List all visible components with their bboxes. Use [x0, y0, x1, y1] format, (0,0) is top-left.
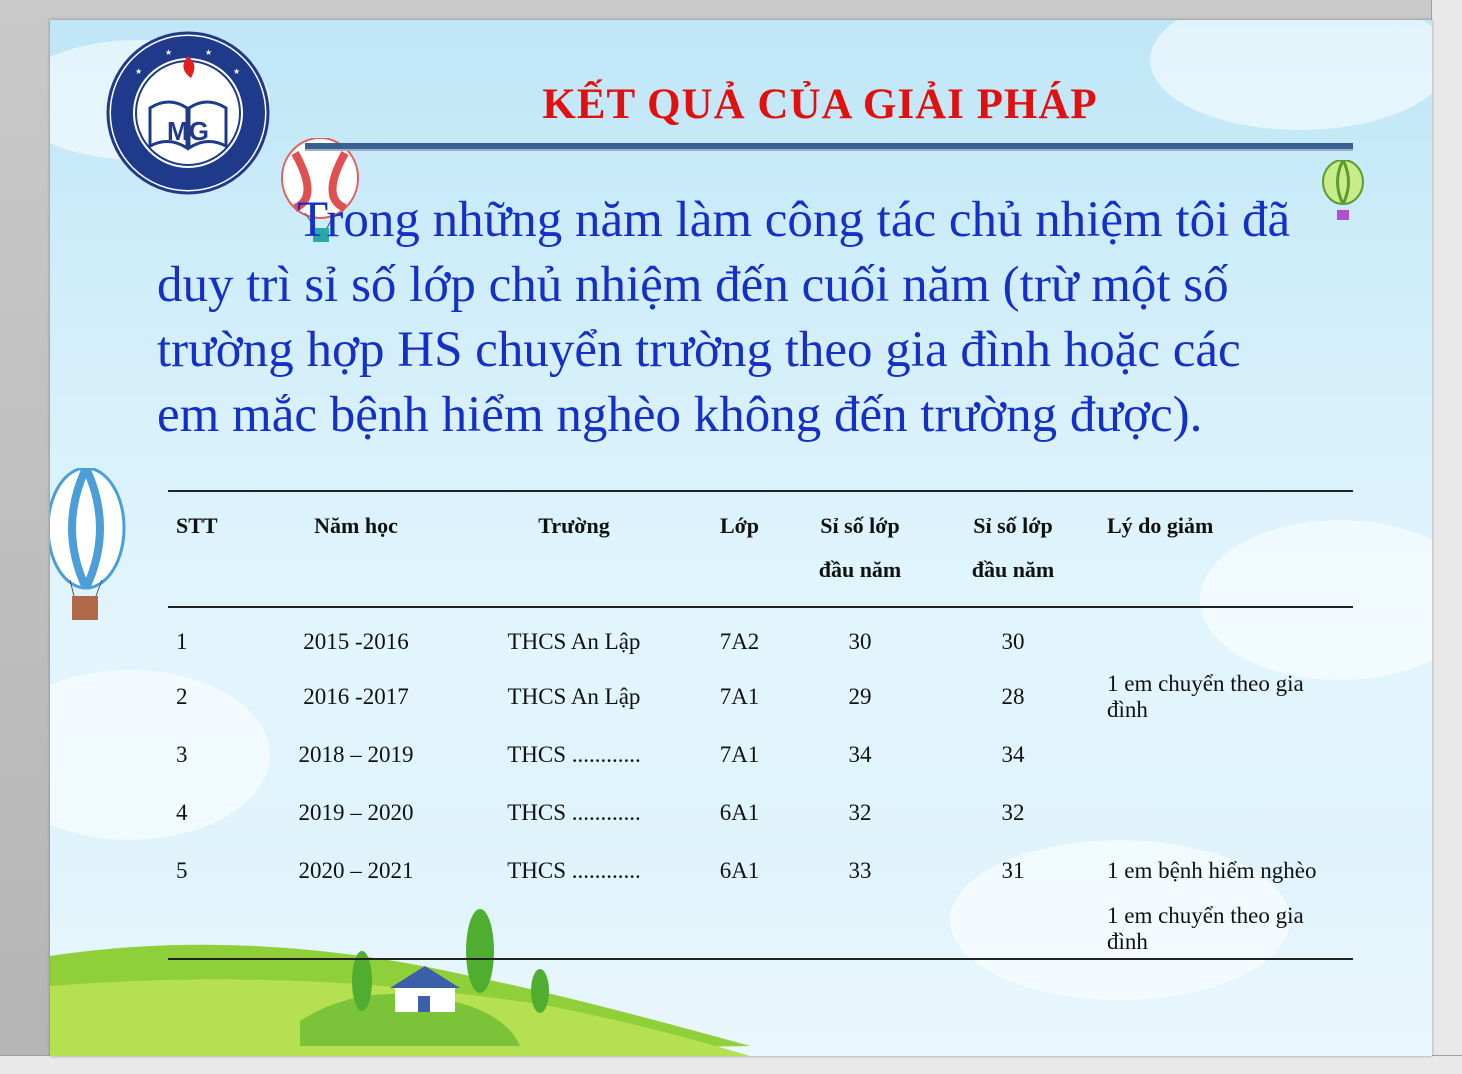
cell-reason: 1 em chuyển theo gia đình	[1107, 671, 1304, 722]
vertical-scrollbar[interactable]	[1431, 0, 1462, 1074]
cell-reason: 1 em chuyển theo gia đình	[1087, 900, 1353, 959]
cell-start-count: 34	[848, 742, 872, 767]
cell-school: THCS An Lập	[507, 684, 641, 709]
cell-end-count: 32	[1001, 800, 1025, 825]
header-line: đầu năm	[971, 557, 1055, 582]
header-line: đầu năm	[818, 557, 902, 582]
cell-start-count: 30	[848, 629, 872, 654]
cell-start-count: 29	[848, 684, 872, 709]
cell-class: 6A1	[719, 800, 760, 825]
cell-start-count	[781, 900, 939, 959]
paragraph-line: duy trì sỉ số lớp chủ nhiệm đến cuối năm (trừ một số	[157, 257, 1229, 313]
cell-stt: 3	[176, 742, 188, 767]
column-header-reason: Lý do giảm	[1087, 491, 1353, 607]
cell-reason	[1087, 784, 1353, 842]
column-header-stt: STT	[168, 491, 262, 607]
svg-text:MG: MG	[167, 116, 209, 146]
cell-year: 2018 – 2019	[298, 742, 414, 767]
school-emblem-icon	[105, 30, 271, 196]
cell-stt	[168, 900, 262, 959]
cell-year: 2019 – 2020	[298, 800, 414, 825]
cell-end-count: 30	[1001, 629, 1025, 654]
table-row	[168, 726, 1353, 784]
cell-class: 6A1	[719, 858, 760, 883]
cell-class: 7A2	[719, 629, 760, 654]
hot-air-balloon-icon	[50, 468, 128, 638]
cell-reason: 1 em bệnh hiểm nghèo	[1107, 858, 1317, 883]
cell-school: THCS An Lập	[507, 629, 641, 654]
column-header-class: Lớp	[698, 491, 781, 607]
svg-text:★: ★	[233, 67, 241, 76]
header-line: Sỉ số lớp	[973, 513, 1053, 538]
cell-stt: 4	[176, 800, 188, 825]
paragraph-line: Trong những năm làm công tác chủ nhiệm tôi đã	[297, 192, 1291, 248]
table-row	[168, 900, 1353, 959]
table-header-row	[168, 491, 1353, 607]
cell-school: THCS ............	[507, 742, 641, 767]
cell-class: 7A1	[719, 684, 760, 709]
column-header-school: Trường	[450, 491, 698, 607]
column-header-end-count	[939, 491, 1087, 607]
table-row	[168, 784, 1353, 842]
cell-class	[698, 900, 781, 959]
cell-stt: 5	[176, 858, 188, 883]
cell-year: 2016 -2017	[303, 684, 409, 709]
cell-start-count: 32	[848, 800, 872, 825]
results-table	[168, 490, 1353, 960]
cell-end-count: 28	[1001, 684, 1025, 709]
cell-year: 2020 – 2021	[298, 858, 414, 883]
cell-start-count: 33	[848, 858, 872, 883]
cell-end-count: 31	[1001, 858, 1025, 883]
cell-reason	[1087, 607, 1353, 668]
body-paragraph	[157, 188, 1362, 448]
cell-stt: 1	[176, 629, 188, 654]
table-row	[168, 607, 1353, 668]
paragraph-line: trường hợp HS chuyển trường theo gia đình hoặc các	[157, 322, 1241, 378]
table-row	[168, 842, 1353, 900]
cell-class: 7A1	[719, 742, 760, 767]
svg-text:★: ★	[165, 48, 173, 57]
cell-end-count: 34	[1001, 742, 1025, 767]
cell-stt: 2	[176, 684, 188, 709]
column-header-start-count	[781, 491, 939, 607]
svg-text:★: ★	[205, 48, 213, 57]
title-underline	[305, 143, 1353, 151]
svg-text:★: ★	[135, 67, 143, 76]
column-header-year: Năm học	[262, 491, 450, 607]
cell-year: 2015 -2016	[303, 629, 409, 654]
cell-school: THCS ............	[507, 858, 641, 883]
status-bar	[0, 1055, 1462, 1074]
cell-reason	[1087, 726, 1353, 784]
cell-end-count	[939, 900, 1087, 959]
cell-school	[450, 900, 698, 959]
header-line: Sỉ số lớp	[820, 513, 900, 538]
paragraph-line: em mắc bệnh hiểm nghèo không đến trường được).	[157, 387, 1203, 443]
slide-title: KẾT QUẢ CỦA GIẢI PHÁP	[542, 81, 1098, 128]
cell-school: THCS ............	[507, 800, 641, 825]
slide-canvas[interactable]	[50, 20, 1432, 1056]
table-row	[168, 668, 1353, 726]
cell-year	[262, 900, 450, 959]
cloud-decoration	[1150, 20, 1432, 130]
